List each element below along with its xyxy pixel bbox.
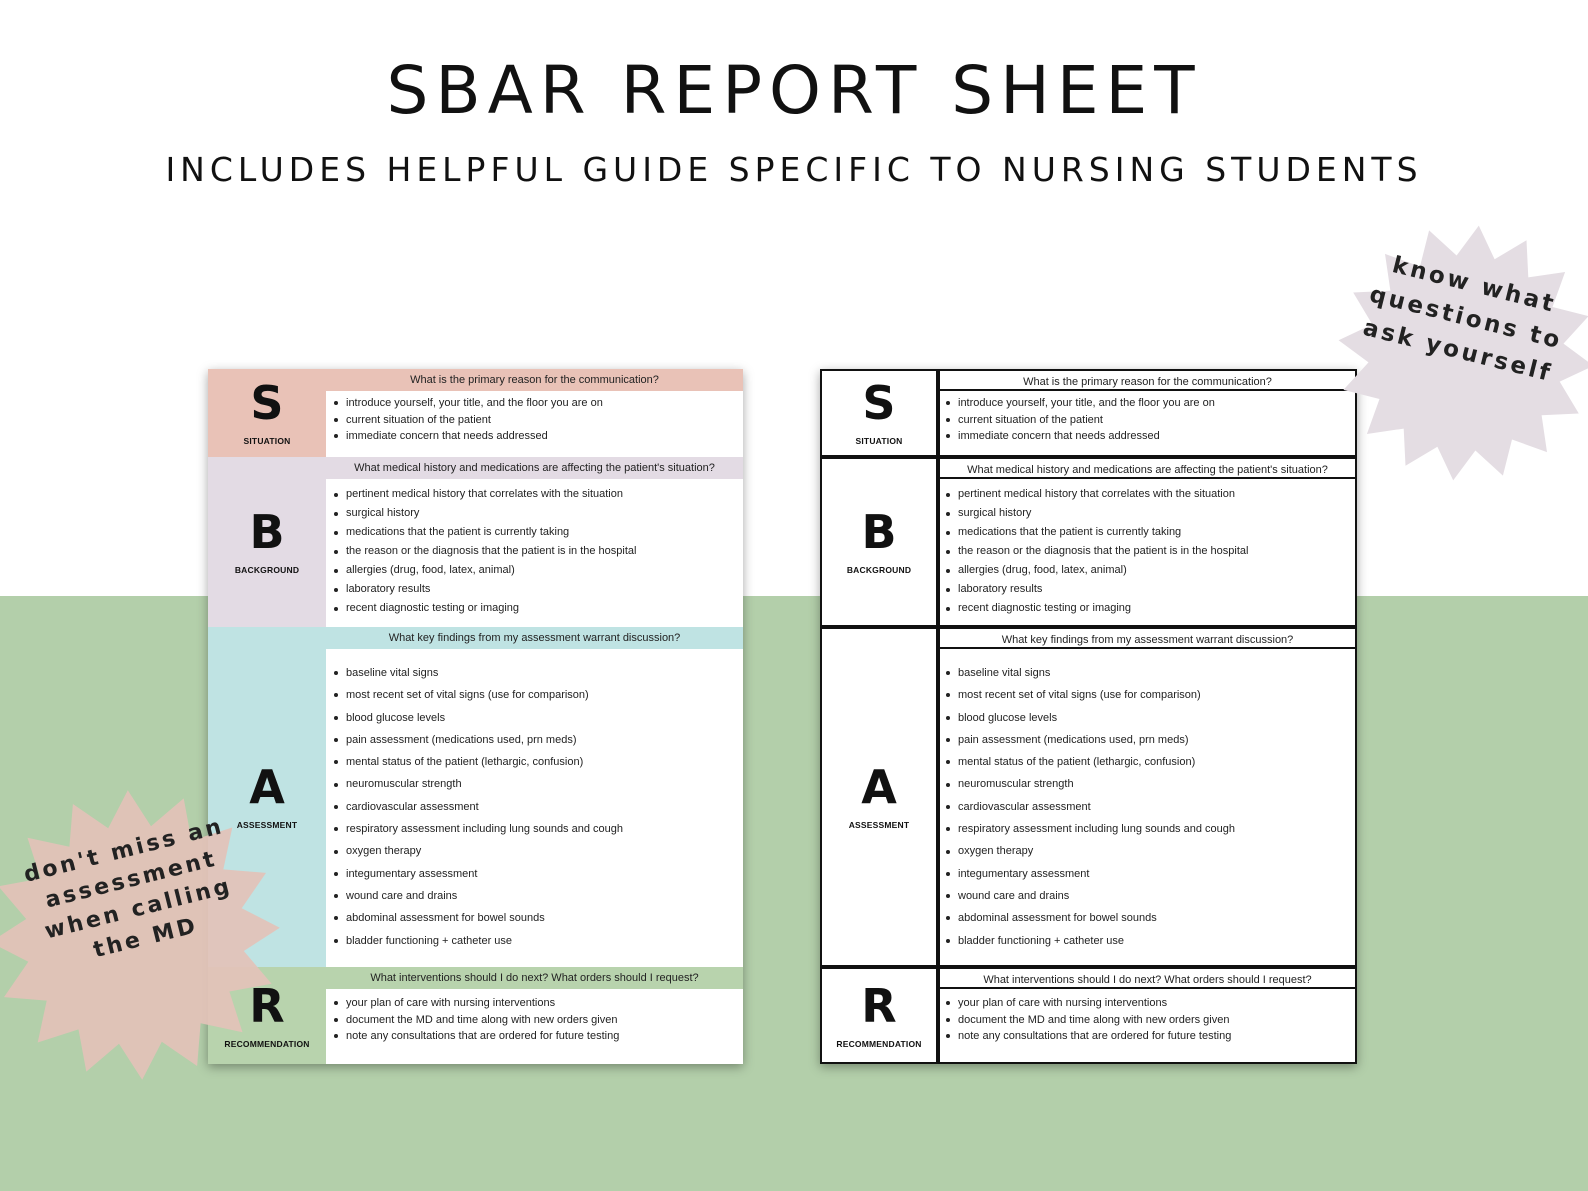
list-item: allergies (drug, food, latex, animal): [958, 561, 1357, 580]
situation-list: [938, 395, 1357, 457]
assessment-letter: A: [249, 760, 285, 814]
background-label: BACKGROUND: [846, 565, 912, 575]
list-item: blood glucose levels: [346, 707, 743, 729]
list-item: neuromuscular strength: [958, 773, 1357, 795]
assessment-label: ASSESSMENT: [848, 820, 910, 830]
background-letter: B: [249, 505, 285, 559]
assessment-badge-text: don't miss an assessment when calling the MD: [21, 813, 235, 964]
background-letter: B: [861, 505, 897, 559]
assessment-label: ASSESSMENT: [236, 820, 298, 830]
list-item: integumentary assessment: [958, 863, 1357, 885]
recommendation-section: [208, 967, 743, 1064]
background-list: [326, 485, 743, 627]
list-item: medications that the patient is currently taking: [958, 523, 1357, 542]
assessment-badge: [0, 785, 280, 1085]
list-item: most recent set of vital signs (use for comparison): [346, 684, 743, 706]
situation-label: SITUATION: [855, 436, 903, 446]
recommendation-label: RECOMMENDATION: [224, 1038, 310, 1049]
list-item: oxygen therapy: [346, 840, 743, 862]
list-item: mental status of the patient (lethargic, confusion): [958, 751, 1357, 773]
list-item: baseline vital signs: [346, 662, 743, 684]
recommendation-letter: R: [249, 978, 285, 1033]
background-list: [938, 485, 1357, 627]
list-item: your plan of care with nursing interventions: [346, 995, 743, 1012]
list-item: wound care and drains: [346, 885, 743, 907]
background-letter-cell: [208, 457, 326, 627]
list-item: recent diagnostic testing or imaging: [958, 599, 1357, 618]
list-item: baseline vital signs: [958, 662, 1357, 684]
list-item: surgical history: [958, 504, 1357, 523]
assessment-question: What key findings from my assessment warrant discussion?: [938, 627, 1357, 649]
list-item: blood glucose levels: [958, 707, 1357, 729]
list-item: cardiovascular assessment: [346, 796, 743, 818]
list-item: abdominal assessment for bowel sounds: [958, 907, 1357, 929]
recommendation-question: What interventions should I do next? What orders should I request?: [326, 967, 743, 989]
questions-badge-text: know what questions to ask yourself: [1360, 252, 1566, 388]
list-item: most recent set of vital signs (use for comparison): [958, 684, 1357, 706]
list-item: your plan of care with nursing interventions: [958, 995, 1357, 1012]
page-subtitle: INCLUDES HELPFUL GUIDE SPECIFIC TO NURSING STUDENTS: [165, 150, 1423, 189]
situation-section: [208, 369, 743, 457]
list-item: document the MD and time along with new orders given: [346, 1012, 743, 1029]
list-item: respiratory assessment including lung sounds and cough: [346, 818, 743, 840]
situation-letter: S: [250, 376, 284, 430]
list-item: introduce yourself, your title, and the floor you are on: [958, 395, 1357, 412]
assessment-list: [326, 662, 743, 967]
list-item: pain assessment (medications used, prn meds): [958, 729, 1357, 751]
list-item: bladder functioning + catheter use: [346, 930, 743, 952]
list-item: neuromuscular strength: [346, 773, 743, 795]
situation-label: SITUATION: [243, 436, 291, 446]
questions-badge: [1336, 222, 1588, 484]
recommendation-letter-cell: [820, 967, 938, 1064]
list-item: immediate concern that needs addressed: [958, 428, 1357, 445]
assessment-section: [208, 627, 743, 967]
assessment-list: [938, 662, 1357, 967]
list-item: laboratory results: [958, 580, 1357, 599]
page-title: SBAR REPORT SHEET: [386, 52, 1202, 129]
list-item: abdominal assessment for bowel sounds: [346, 907, 743, 929]
list-item: cardiovascular assessment: [958, 796, 1357, 818]
situation-section: [820, 369, 1357, 457]
color-report-sheet: [208, 369, 743, 1064]
background-section: [820, 457, 1357, 627]
list-item: bladder functioning + catheter use: [958, 930, 1357, 952]
list-item: mental status of the patient (lethargic, confusion): [346, 751, 743, 773]
recommendation-list: [938, 995, 1357, 1064]
list-item: current situation of the patient: [346, 412, 743, 429]
list-item: pertinent medical history that correlates with the situation: [958, 485, 1357, 504]
list-item: wound care and drains: [958, 885, 1357, 907]
list-item: allergies (drug, food, latex, animal): [346, 561, 743, 580]
list-item: the reason or the diagnosis that the patient is in the hospital: [346, 542, 743, 561]
recommendation-label: RECOMMENDATION: [836, 1038, 922, 1049]
list-item: document the MD and time along with new orders given: [958, 1012, 1357, 1029]
list-item: current situation of the patient: [958, 412, 1357, 429]
assessment-question: What key findings from my assessment warrant discussion?: [326, 627, 743, 649]
situation-question: What is the primary reason for the communication?: [938, 369, 1357, 391]
assessment-letter-cell: [820, 627, 938, 967]
list-item: oxygen therapy: [958, 840, 1357, 862]
list-item: laboratory results: [346, 580, 743, 599]
background-question: What medical history and medications are affecting the patient's situation?: [938, 457, 1357, 479]
background-question: What medical history and medications are affecting the patient's situation?: [326, 457, 743, 479]
bw-report-sheet: [820, 369, 1357, 1064]
assessment-letter: A: [861, 760, 897, 814]
background-section: [208, 457, 743, 627]
list-item: surgical history: [346, 504, 743, 523]
assessment-section: [820, 627, 1357, 967]
list-item: integumentary assessment: [346, 863, 743, 885]
list-item: pain assessment (medications used, prn meds): [346, 729, 743, 751]
recommendation-list: [326, 995, 743, 1064]
list-item: medications that the patient is currently taking: [346, 523, 743, 542]
situation-letter: S: [862, 376, 896, 430]
list-item: note any consultations that are ordered for future testing: [346, 1028, 743, 1045]
recommendation-question: What interventions should I do next? What orders should I request?: [938, 967, 1357, 989]
list-item: pertinent medical history that correlates with the situation: [346, 485, 743, 504]
situation-question: What is the primary reason for the communication?: [326, 369, 743, 391]
list-item: respiratory assessment including lung sounds and cough: [958, 818, 1357, 840]
situation-letter-cell: [820, 369, 938, 457]
list-item: recent diagnostic testing or imaging: [346, 599, 743, 618]
list-item: the reason or the diagnosis that the patient is in the hospital: [958, 542, 1357, 561]
situation-letter-cell: [208, 369, 326, 457]
list-item: note any consultations that are ordered for future testing: [958, 1028, 1357, 1045]
background-letter-cell: [820, 457, 938, 627]
recommendation-section: [820, 967, 1357, 1064]
background-label: BACKGROUND: [234, 565, 300, 575]
situation-list: [326, 395, 743, 457]
recommendation-letter: R: [861, 978, 897, 1033]
list-item: immediate concern that needs addressed: [346, 428, 743, 445]
list-item: introduce yourself, your title, and the floor you are on: [346, 395, 743, 412]
